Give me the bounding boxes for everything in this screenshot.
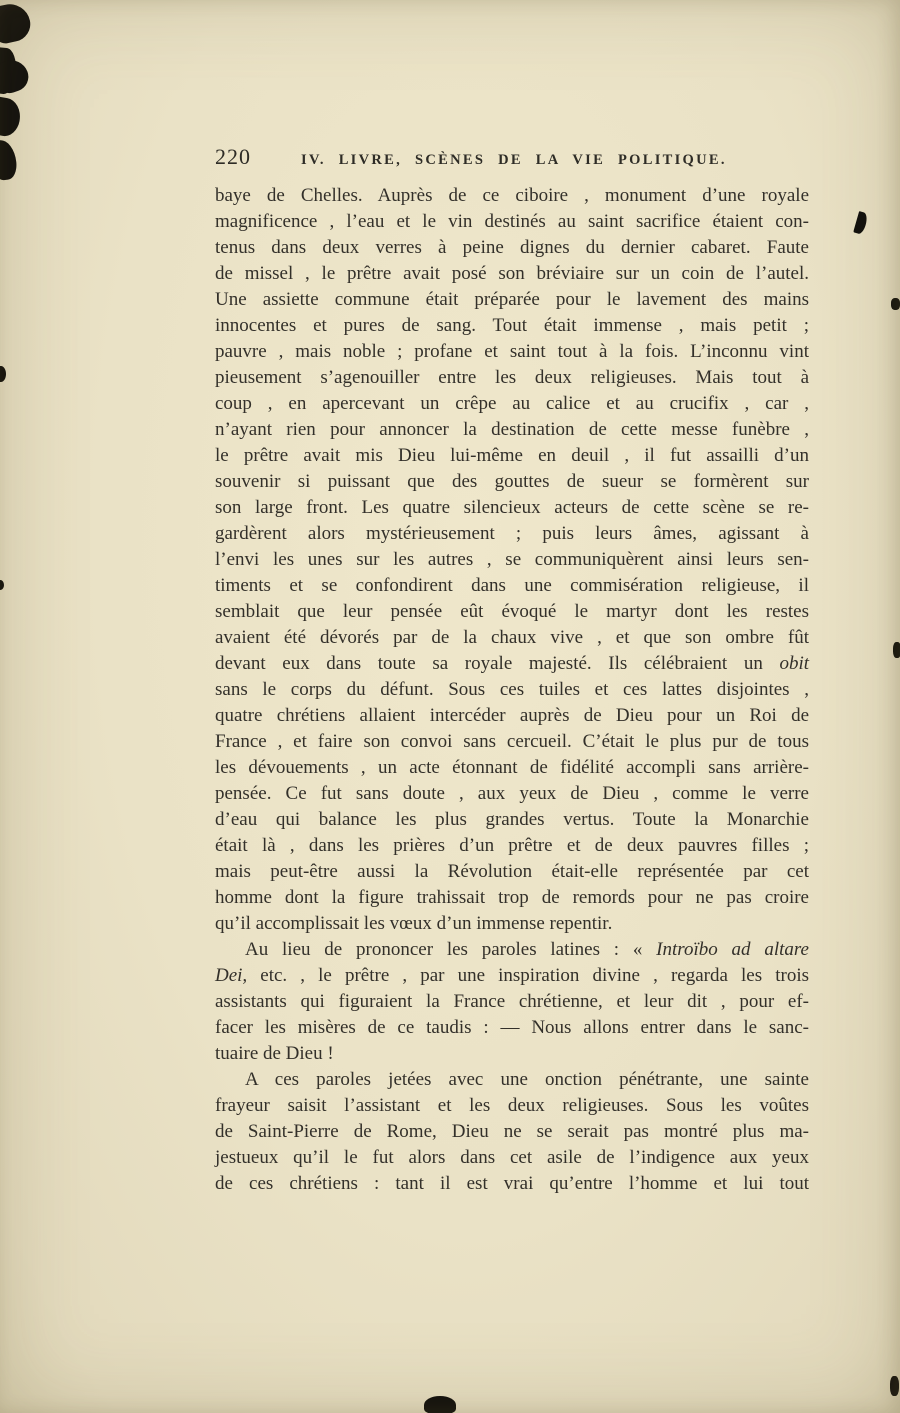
text-segment: coup , en apercevant un crêpe au calice et au crucifix , car , <box>215 393 809 414</box>
text-line <box>215 963 809 989</box>
text-segment: souvenir si puissant que des gouttes de sueur se formèrent sur <box>215 471 809 492</box>
italic-text-segment: obit <box>779 653 809 674</box>
text-segment: semblait que leur pensée eût évoqué le martyr dont les restes <box>215 601 809 622</box>
text-line <box>215 1041 809 1067</box>
text-segment: tenus dans deux verres à peine dignes du dernier cabaret. Faute <box>215 237 809 258</box>
text-segment: mais peut-être aussi la Révolution était-elle représentée par cet <box>215 861 809 882</box>
ink-smudge <box>0 96 23 139</box>
ink-smudge <box>0 139 18 181</box>
text-segment: baye de Chelles. Auprès de ce ciboire , monument d’une royale <box>215 185 809 206</box>
text-segment: de missel , le prêtre avait posé son bréviaire sur un coin de l’autel. <box>215 263 809 284</box>
text-line <box>215 235 809 261</box>
text-segment: jestueux qu’il le fut alors dans cet asile de l’indigence aux yeux <box>215 1147 809 1168</box>
ink-smudge <box>0 47 18 95</box>
text-line <box>215 651 809 677</box>
text-line <box>215 287 809 313</box>
text-segment: le prêtre avait mis Dieu lui-même en deuil , il fut assailli d’un <box>215 445 809 466</box>
text-segment: assistants qui figuraient la France chrétienne, et leur dit , pour ef- <box>215 991 809 1012</box>
text-line <box>215 391 809 417</box>
text-segment: l’envi les unes sur les autres , se communiquèrent ainsi leurs sen- <box>215 549 809 570</box>
text-line <box>215 1119 809 1145</box>
text-line <box>215 989 809 1015</box>
text-line <box>215 209 809 235</box>
text-line <box>215 1145 809 1171</box>
page-number: 220 <box>215 144 251 169</box>
text-segment: tuaire de Dieu ! <box>215 1043 334 1064</box>
text-segment: magnificence , l’eau et le vin destinés au saint sacrifice étaient con- <box>215 211 809 232</box>
text-line <box>215 1015 809 1041</box>
text-line <box>215 313 809 339</box>
text-line <box>215 1093 809 1119</box>
text-line <box>215 183 809 209</box>
text-segment: France , et faire son convoi sans cercueil. C’était le plus pur de tous <box>215 731 809 752</box>
ink-speck <box>893 642 900 658</box>
text-segment: quatre chrétiens allaient intercéder auprès de Dieu pour un Roi de <box>215 705 809 726</box>
running-header <box>215 144 809 170</box>
ink-smudge <box>0 55 33 96</box>
text-line <box>215 755 809 781</box>
text-segment: A ces paroles jetées avec une onction pénétrante, une sainte <box>245 1069 809 1090</box>
text-segment: sans le corps du défunt. Sous ces tuiles et ces lattes disjointes , <box>215 679 809 700</box>
text-segment: timents et se confondirent dans une commisération religieuse, il <box>215 575 809 596</box>
text-segment: de Saint-Pierre de Rome, Dieu ne se serait pas montré plus ma- <box>215 1121 809 1142</box>
italic-text-segment: Dei, <box>215 965 248 986</box>
text-segment: innocentes et pures de sang. Tout était immense , mais petit ; <box>215 315 809 336</box>
text-segment: pauvre , mais noble ; profane et saint tout à la fois. L’inconnu vint <box>215 341 809 362</box>
text-segment: pieusement s’agenouiller entre les deux religieuses. Mais tout à <box>215 367 809 388</box>
ink-speck <box>853 211 869 235</box>
text-line <box>215 339 809 365</box>
text-line <box>215 885 809 911</box>
text-line <box>215 911 809 937</box>
ink-speck <box>891 298 900 310</box>
text-line <box>215 859 809 885</box>
text-segment: les dévouements , un acte étonnant de fidélité accompli sans arrière- <box>215 757 809 778</box>
text-line <box>215 443 809 469</box>
ink-smudge <box>424 1396 456 1413</box>
text-segment: qu’il accomplissait les vœux d’un immense repentir. <box>215 913 613 934</box>
text-segment: etc. , le prêtre , par une inspiration divine , regarda les trois <box>247 965 809 986</box>
text-line <box>215 833 809 859</box>
text-segment: facer les misères de ce taudis : — Nous allons entrer dans le sanc- <box>215 1017 809 1038</box>
text-segment: Une assiette commune était préparée pour le lavement des mains <box>215 289 809 310</box>
text-segment: gardèrent alors mystérieusement ; puis leurs âmes, agissant à <box>215 523 809 544</box>
text-block <box>215 183 809 1197</box>
text-segment: devant eux dans toute sa royale majesté. Ils célébraient un <box>215 653 780 674</box>
text-line <box>215 625 809 651</box>
text-line <box>215 547 809 573</box>
text-line <box>215 729 809 755</box>
text-line <box>215 937 809 963</box>
text-segment: son large front. Les quatre silencieux acteurs de cette scène se re- <box>215 497 809 518</box>
text-segment: homme dont la figure trahissait trop de remords pour ne pas croire <box>215 887 809 908</box>
text-line <box>215 261 809 287</box>
text-segment: de ces chrétiens : tant il est vrai qu’entre l’homme et lui tout <box>215 1173 809 1194</box>
text-line <box>215 1171 809 1197</box>
text-segment: Au lieu de prononcer les paroles latines : « <box>245 939 657 960</box>
text-line <box>215 417 809 443</box>
text-line <box>215 469 809 495</box>
text-segment: pensée. Ce fut sans doute , aux yeux de Dieu , comme le verre <box>215 783 809 804</box>
text-line <box>215 703 809 729</box>
text-line <box>215 677 809 703</box>
ink-speck <box>0 366 6 382</box>
text-segment: était là , dans les prières d’un prêtre et de deux pauvres filles ; <box>215 835 809 856</box>
text-line <box>215 1067 809 1093</box>
text-line <box>215 495 809 521</box>
ink-speck <box>0 580 4 590</box>
text-line <box>215 807 809 833</box>
text-line <box>215 521 809 547</box>
text-line <box>215 781 809 807</box>
ink-speck <box>890 1376 899 1396</box>
italic-text-segment: Introïbo ad altare <box>656 939 809 960</box>
text-line <box>215 573 809 599</box>
running-title: IV. LIVRE, SCÈNES DE LA VIE POLITIQUE. <box>301 152 727 168</box>
ink-smudge <box>0 0 34 45</box>
text-segment: d’eau qui balance les plus grandes vertus. Toute la Monarchie <box>215 809 809 830</box>
text-segment: n’ayant rien pour annoncer la destination de cette messe funèbre , <box>215 419 809 440</box>
text-segment: avaient été dévorés par de la chaux vive , et que son ombre fût <box>215 627 809 648</box>
text-segment: frayeur saisit l’assistant et les deux religieuses. Sous les voûtes <box>215 1095 809 1116</box>
text-line <box>215 365 809 391</box>
text-line <box>215 599 809 625</box>
